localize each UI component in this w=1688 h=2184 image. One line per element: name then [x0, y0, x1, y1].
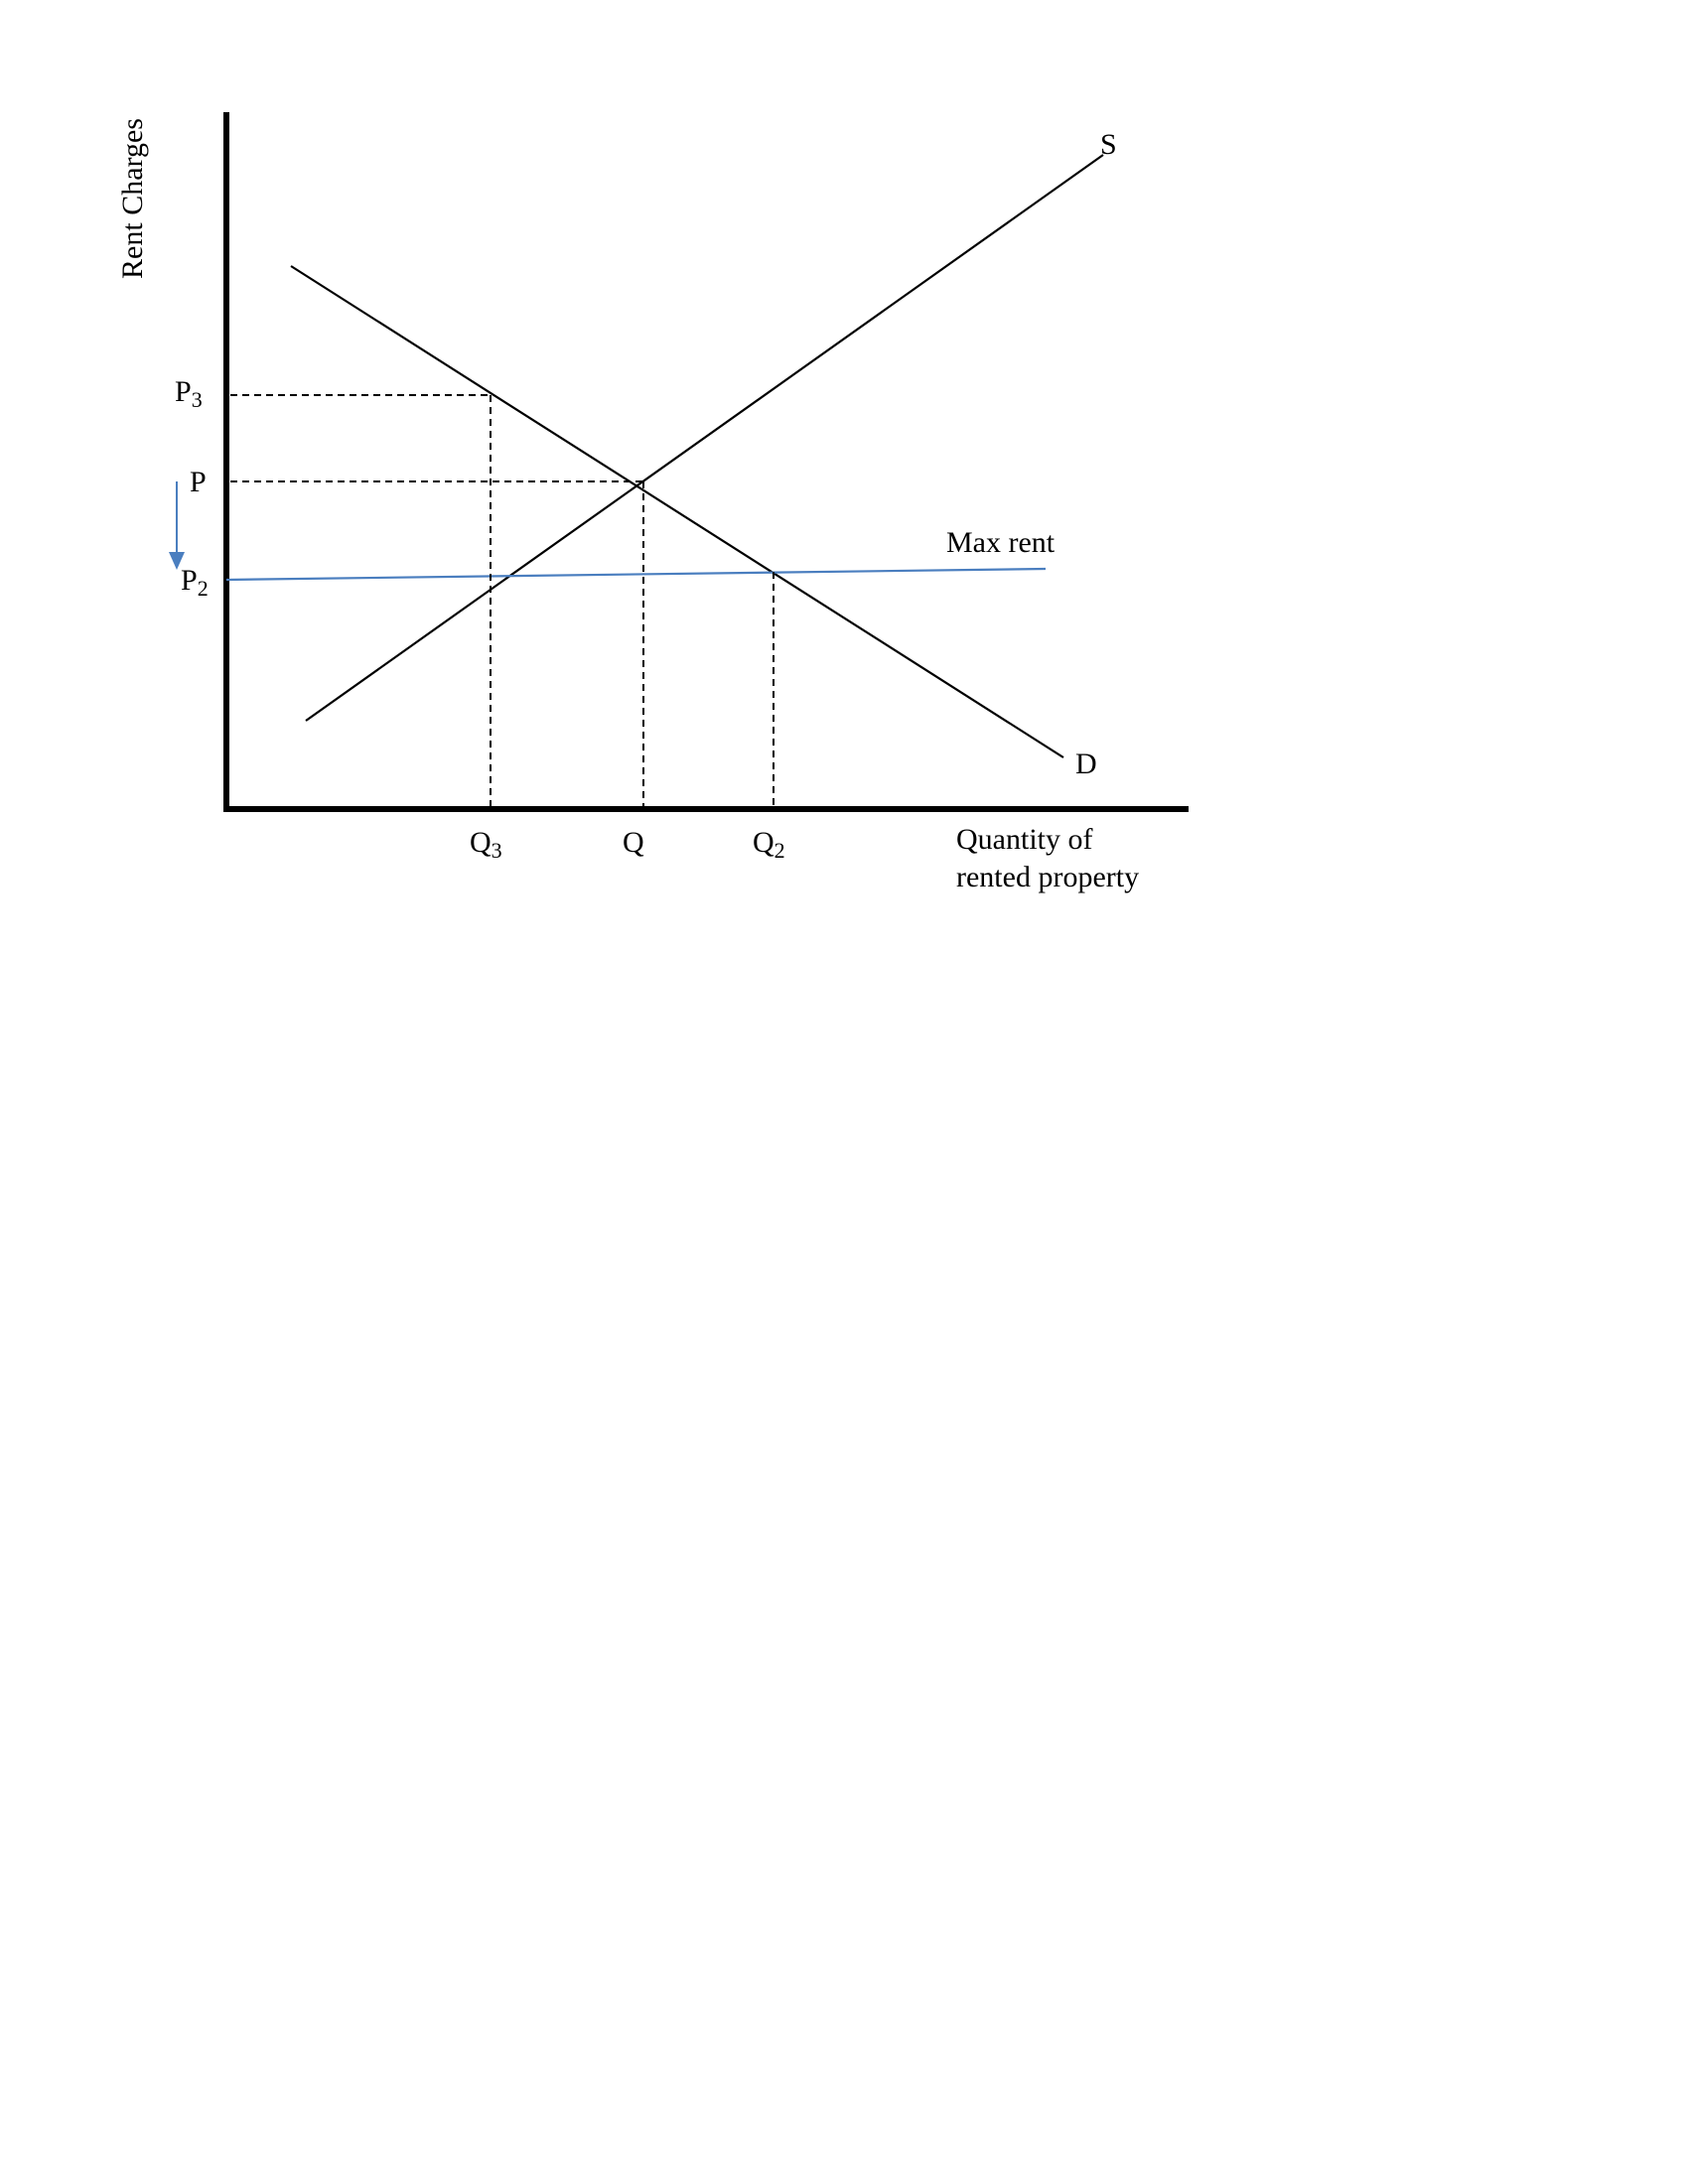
x-axis-label-line1: Quantity of — [956, 823, 1093, 856]
supply-label: S — [1100, 128, 1117, 161]
max-rent-label: Max rent — [946, 526, 1055, 559]
price-drop-arrow — [169, 481, 185, 570]
q2-label: $Q_2$ — [753, 826, 785, 863]
max-rent-line — [226, 569, 1046, 580]
p3-label: $P_3$ — [175, 375, 203, 412]
guide-lines — [230, 395, 774, 806]
q3-label: $Q_3$ — [470, 826, 502, 863]
p2-label: $P_2$ — [181, 564, 209, 601]
demand-label: D — [1075, 748, 1097, 780]
y-axis-label: Rent Charges — [116, 118, 149, 279]
p-label: P — [190, 466, 207, 498]
supply-curve — [306, 155, 1103, 721]
q-label: Q — [623, 826, 644, 859]
x-axis-label-line2: rented property — [956, 861, 1140, 893]
demand-curve — [291, 266, 1063, 757]
